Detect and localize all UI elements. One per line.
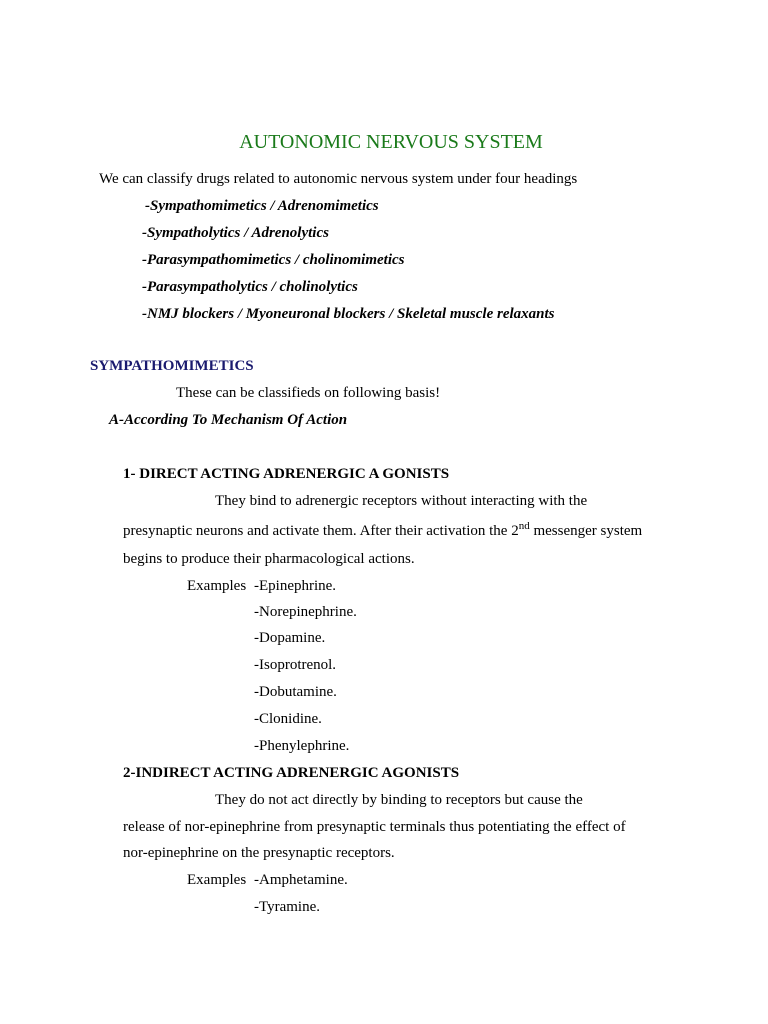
intro-text: We can classify drugs related to autonomic nervous system under four headings	[99, 171, 578, 187]
indirect-text-line: release of nor-epinephrine from presynaptic terminals thus potentiating the effect of	[123, 819, 626, 835]
examples-label: Examples	[187, 872, 247, 888]
section-title: SYMPATHOMIMETICS	[90, 358, 254, 374]
example-item: -Epinephrine.	[254, 578, 337, 594]
example-item: -Tyramine.	[254, 899, 321, 915]
section-subtitle: These can be classifieds on following basis!	[176, 385, 441, 401]
heading-item: -NMJ blockers / Myoneuronal blockers / Skeletal muscle relaxants	[142, 306, 555, 322]
direct-text-segment: messenger system	[529, 523, 643, 539]
indirect-text-line: nor-epinephrine on the presynaptic receptors.	[123, 845, 395, 861]
example-item: -Norepinephrine.	[254, 604, 357, 620]
classification-basis: A-According To Mechanism Of Action	[109, 412, 348, 428]
direct-text-line: They bind to adrenergic receptors without interacting with the	[215, 493, 588, 509]
indirect-acting-heading: 2-INDIRECT ACTING ADRENERGIC AGONISTS	[123, 765, 460, 781]
heading-item: -Parasympatholytics / cholinolytics	[142, 279, 358, 295]
heading-item: -Sympatholytics / Adrenolytics	[142, 225, 329, 241]
heading-item: -Sympathomimetics / Adrenomimetics	[145, 198, 379, 214]
superscript: nd	[518, 520, 530, 532]
examples-label: Examples	[187, 578, 247, 594]
example-item: -Dobutamine.	[254, 684, 337, 700]
direct-text-line: begins to produce their pharmacological actions.	[123, 551, 415, 567]
example-item: -Clonidine.	[254, 711, 322, 727]
heading-item: -Parasympathomimetics / cholinomimetics	[142, 252, 405, 268]
example-item: -Dopamine.	[254, 630, 326, 646]
indirect-text-line: They do not act directly by binding to receptors but cause the	[215, 792, 583, 808]
example-item: -Phenylephrine.	[254, 738, 350, 754]
direct-acting-heading: 1- DIRECT ACTING ADRENERGIC A GONISTS	[123, 466, 450, 482]
direct-text-line	[123, 522, 642, 541]
direct-text-segment: presynaptic neurons and activate them. After their activation the 2	[123, 523, 519, 539]
example-item: -Amphetamine.	[254, 872, 348, 888]
page-title: AUTONOMIC NERVOUS SYSTEM	[239, 131, 543, 153]
example-item: -Isoprotrenol.	[254, 657, 337, 673]
